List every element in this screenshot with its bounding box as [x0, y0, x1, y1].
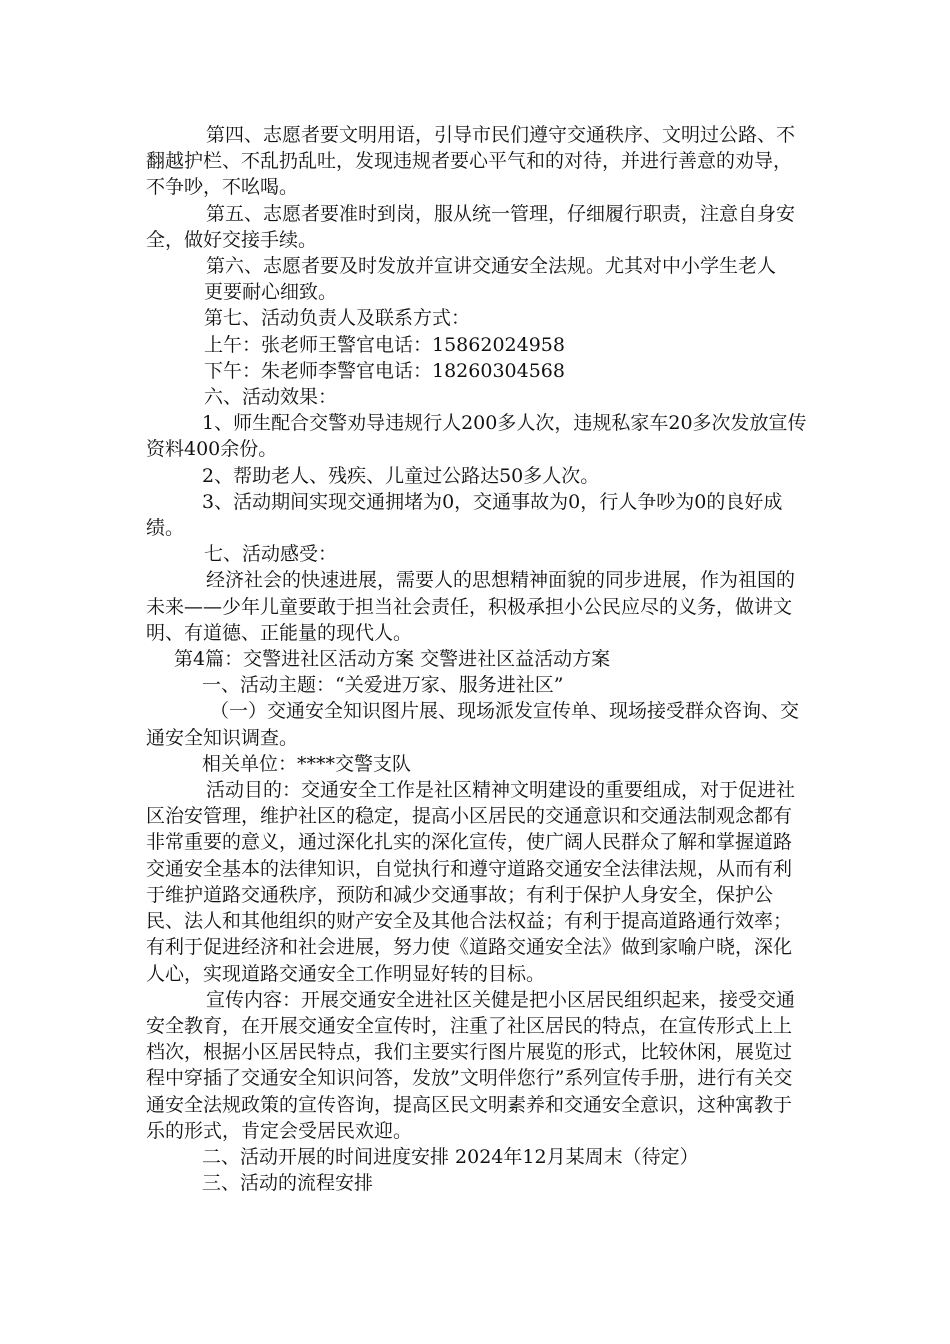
section-heading-feelings: 七、活动感受： — [204, 543, 338, 566]
paragraph-rule-6-continued: 更要耐心细致。 — [204, 281, 338, 304]
paragraph-contact-heading: 第七、活动负责人及联系方式： — [204, 307, 471, 330]
paragraph-activity-list: （一）交通安全知识图片展、现场派发宣传单、现场接受群众咨询、交通安全知识调查。 — [146, 700, 800, 749]
paragraph-feelings: 经济社会的快速进展，需要人的思想精神面貌的同步进展，作为祖国的未来——少年儿童要敢于担当社会责任，积极承担小公民应尽的义务，做讲文明、有道德、正能量的现代人。 — [146, 569, 796, 644]
paragraph-purpose: 活动目的：交通安全工作是社区精神文明建设的重要组成，对于促进社区治安管理，维护社区的稳定，提高小区居民的交通意识和交通法制观念都有非常重要的意义，通过深化扎实的深化宣传，使广阔人民群众了解和掌握道路交通安全基本的法律知识，自觉执行和遵守道路交通安全法律法规，从而有利于维护道路交通秩序，预防和减少交通事故；有利于保护人身安全，保护公民、法人和其他组织的财产安全及其他合法权益；有利于提高道路通行效率；有利于促进经济和社会进展，努力使《道路交通安全法》做到家喻户晓，深化人心，实现道路交通安全工作明显好转的目标。 — [146, 779, 796, 985]
paragraph-effect-3: 3、活动期间实现交通拥堵为0，交通事故为0，行人争吵为0的良好成绩。 — [146, 490, 783, 540]
section-heading-theme: 一、活动主题：“关爱进万家、服务进社区” — [202, 674, 564, 697]
paragraph-effect-2: 2、帮助老人、残疾、儿童过公路达50多人次。 — [202, 464, 600, 487]
document-body — [146, 122, 810, 1196]
article-heading-part-4: 第4篇：交警进社区活动方案 交警进社区益活动方案 — [174, 648, 611, 671]
section-heading-process: 三、活动的流程安排 — [202, 1172, 374, 1195]
paragraph-volunteer-rule-6: 第六、志愿者要及时发放并宣讲交通安全法规。尤其对中小学生老人 — [206, 255, 777, 278]
paragraph-related-unit: 相关单位：****交警支队 — [202, 752, 412, 775]
paragraph-contact-morning: 上午：张老师王警官电话：15862024958 — [204, 333, 565, 356]
section-heading-effects: 六、活动效果： — [204, 386, 338, 409]
section-heading-schedule: 二、活动开展的时间进度安排 2024年12月某周末（待定） — [202, 1145, 699, 1168]
paragraph-publicity-content: 宣传内容：开展交通安全进社区关健是把小区居民组织起来，接受交通安全教育，在开展交通安全宣传时，注重了社区居民的特点，在宣传形式上上档次，根据小区居民特点，我们主要实行图片展览的形式，比较休闲，展览过程中穿插了交通安全知识问答，发放”文明伴您行”系列宣传手册，进行有关交通安全法规政策的宣传咨询，提高区民文明素养和交通安全意识，这种寓教于乐的形式，肯定会受居民欢迎。 — [146, 988, 796, 1142]
paragraph-effect-1: 1、师生配合交警劝导违规行人200多人次，违规私家车20多次发放宣传资料400余份。 — [146, 412, 807, 461]
paragraph-volunteer-rule-5: 第五、志愿者要准时到岗，服从统一管理，仔细履行职责，注意自身安全，做好交接手续。 — [146, 202, 796, 251]
paragraph-volunteer-rule-4: 第四、志愿者要文明用语，引导市民们遵守交通秩序、文明过公路、不翻越护栏、不乱扔乱吐，发现违规者要心平气和的对待，并进行善意的劝导，不争吵，不吆喝。 — [146, 124, 796, 199]
paragraph-contact-afternoon: 下午：朱老师李警官电话：18260304568 — [204, 359, 565, 382]
